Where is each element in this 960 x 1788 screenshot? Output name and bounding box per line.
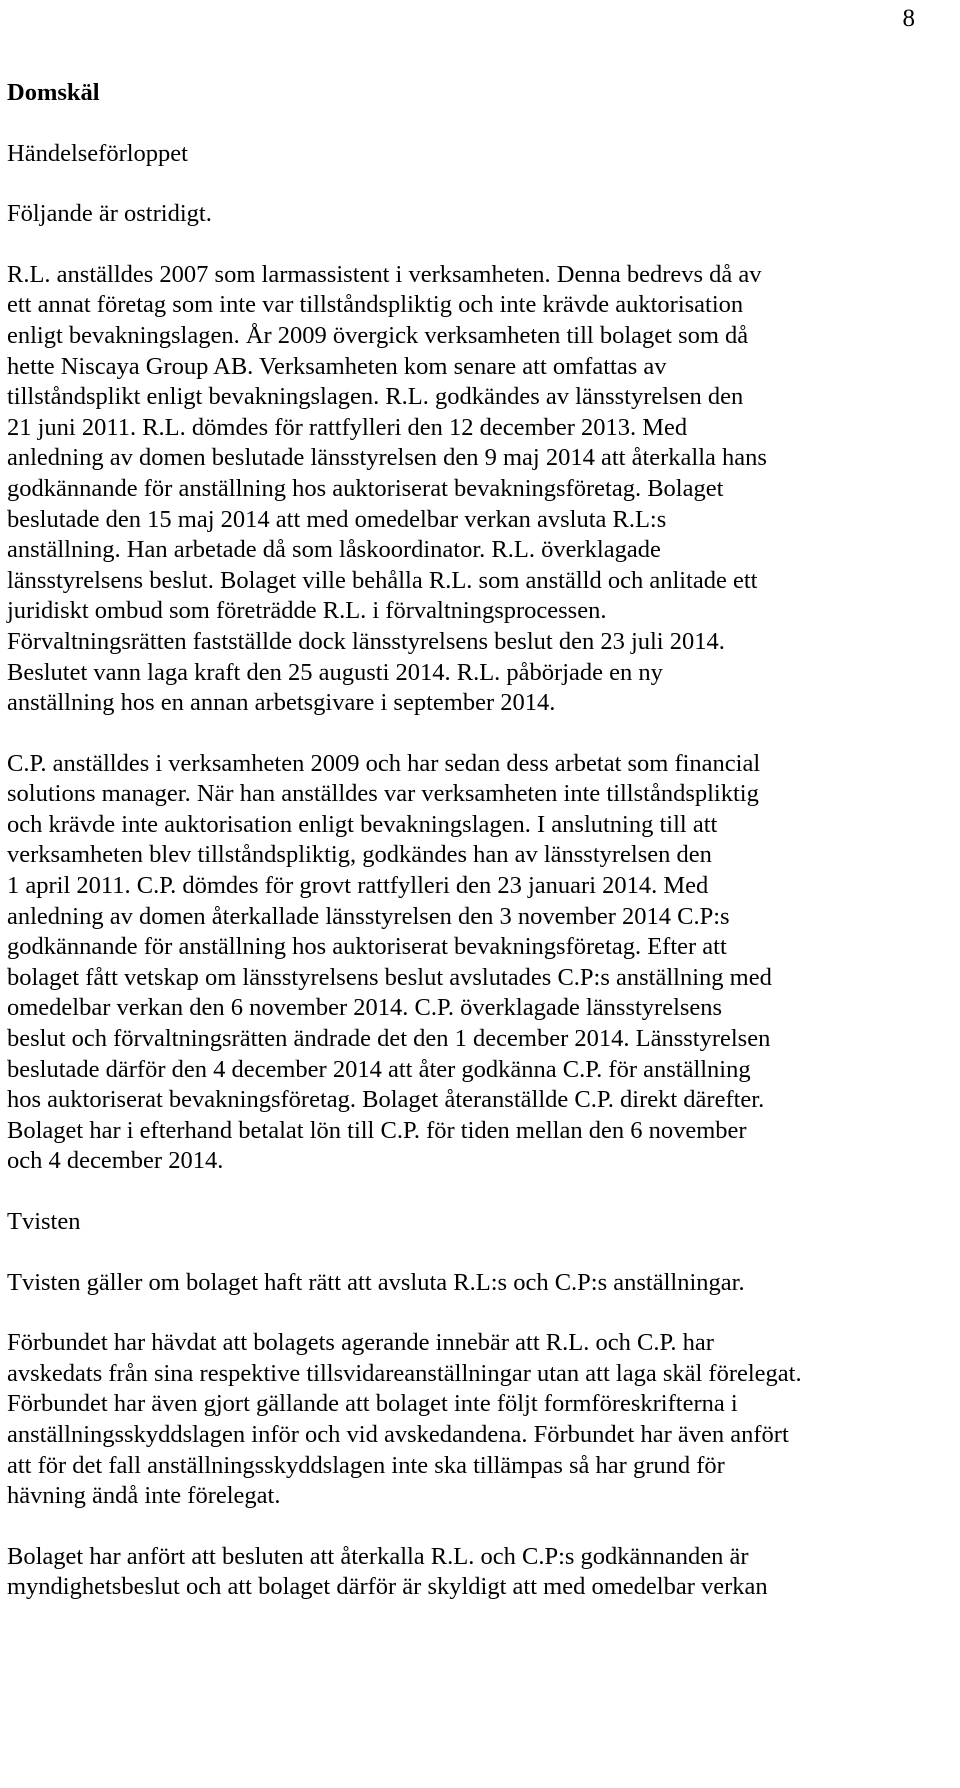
text-line: juridiskt ombud som företrädde R.L. i förvaltningsprocessen. [7, 597, 607, 625]
text-line: tillståndsplikt enligt bevakningslagen. R.L. godkändes av länsstyrelsen den [7, 383, 744, 411]
text-line: hette Niscaya Group AB. Verksamheten kom senare att omfattas av [7, 352, 667, 380]
text-line: anställning hos en annan arbetsgivare i september 2014. [7, 689, 556, 717]
text-line: R.L. anställdes 2007 som larmassistent i verksamheten. Denna bedrevs då av [7, 260, 762, 288]
text-line: Förbundet har hävdat att bolagets agerande innebär att R.L. och C.P. har [7, 1329, 714, 1357]
text-line: solutions manager. När han anställdes var verksamheten inte tillståndspliktig [7, 780, 759, 808]
text-line: beslutade därför den 4 december 2014 att åter godkänna C.P. för anställning [7, 1055, 751, 1083]
text-line: och krävde inte auktorisation enligt bevakningslagen. I anslutning till att [7, 810, 718, 838]
text-line: C.P. anställdes i verksamheten 2009 och har sedan dess arbetat som financial [7, 749, 761, 777]
paragraph [7, 1328, 937, 1512]
paragraph [7, 1542, 937, 1603]
text-line: 21 juni 2011. R.L. dömdes för rattfylleri den 12 december 2013. Med [7, 413, 688, 441]
heading-domskal: Domskäl [7, 79, 100, 106]
text-line: anledning av domen återkallade länsstyrelsen den 3 november 2014 C.P:s [7, 902, 730, 930]
text-line: Bolaget har anfört att besluten att återkalla R.L. och C.P:s godkännanden är [7, 1542, 749, 1570]
text-line: hävning ändå inte förelegat. [7, 1482, 281, 1510]
text-line: godkännande för anställning hos auktoriserat bevakningsföretag. Efter att [7, 933, 727, 961]
text-line: 1 april 2011. C.P. dömdes för grovt rattfylleri den 23 januari 2014. Med [7, 872, 709, 900]
text-line: ett annat företag som inte var tillståndspliktig och inte krävde auktorisation [7, 291, 744, 319]
text-line: hos auktoriserat bevakningsföretag. Bolaget återanställde C.P. direkt därefter. [7, 1086, 765, 1114]
text-line: godkännande för anställning hos auktoriserat bevakningsföretag. Bolaget [7, 474, 724, 502]
paragraph [7, 260, 937, 719]
text-line: Förbundet har även gjort gällande att bolaget inte följt formföreskrifterna i [7, 1390, 738, 1418]
text-line: anledning av domen beslutade länsstyrelsen den 9 maj 2014 att återkalla hans [7, 444, 767, 472]
sections [7, 139, 937, 1603]
document-body [7, 78, 937, 1633]
paragraph [7, 749, 937, 1177]
section [7, 139, 937, 1177]
text-line: omedelbar verkan den 6 november 2014. C.P. överklagade länsstyrelsens [7, 994, 723, 1022]
text-line: Följande är ostridigt. [7, 200, 212, 228]
page-number: 8 [902, 5, 915, 32]
text-line: enligt bevakningslagen. År 2009 övergick verksamheten till bolaget som då [7, 321, 749, 349]
text-line: anställningsskyddslagen inför och vid avskedandena. Förbundet har även anfört [7, 1420, 789, 1448]
text-line: avskedats från sina respektive tillsvidareanställningar utan att laga skäl förelegat. [7, 1359, 802, 1387]
paragraph [7, 199, 937, 230]
text-line: länsstyrelsens beslut. Bolaget ville behålla R.L. som anställd och anlitade ett [7, 566, 758, 594]
section [7, 1207, 937, 1603]
text-line: att för det fall anställningsskyddslagen inte ska tillämpas så har grund för [7, 1451, 725, 1479]
text-line: anställning. Han arbetade då som låskoordinator. R.L. överklagade [7, 536, 661, 564]
section-heading: Tvisten [7, 1208, 81, 1235]
text-line: beslut och förvaltningsrätten ändrade det den 1 december 2014. Länsstyrelsen [7, 1025, 771, 1053]
text-line: Bolaget har i efterhand betalat lön till C.P. för tiden mellan den 6 november [7, 1116, 747, 1144]
text-line: verksamheten blev tillståndspliktig, godkändes han av länsstyrelsen den [7, 841, 712, 869]
section-heading: Händelseförloppet [7, 139, 188, 167]
text-line: Förvaltningsrätten fastställde dock länsstyrelsens beslut den 23 juli 2014. [7, 627, 725, 655]
text-line: myndighetsbeslut och att bolaget därför är skyldigt att med omedelbar verkan [7, 1573, 768, 1601]
text-line: och 4 december 2014. [7, 1147, 224, 1175]
text-line: Beslutet vann laga kraft den 25 augusti 2014. R.L. påbörjade en ny [7, 658, 663, 686]
text-line: beslutade den 15 maj 2014 att med omedelbar verkan avsluta R.L:s [7, 505, 667, 533]
text-line: Tvisten gäller om bolaget haft rätt att avsluta R.L:s och C.P:s anställningar. [7, 1268, 745, 1296]
text-line: bolaget fått vetskap om länsstyrelsens beslut avslutades C.P:s anställning med [7, 963, 772, 991]
paragraph [7, 1268, 937, 1299]
